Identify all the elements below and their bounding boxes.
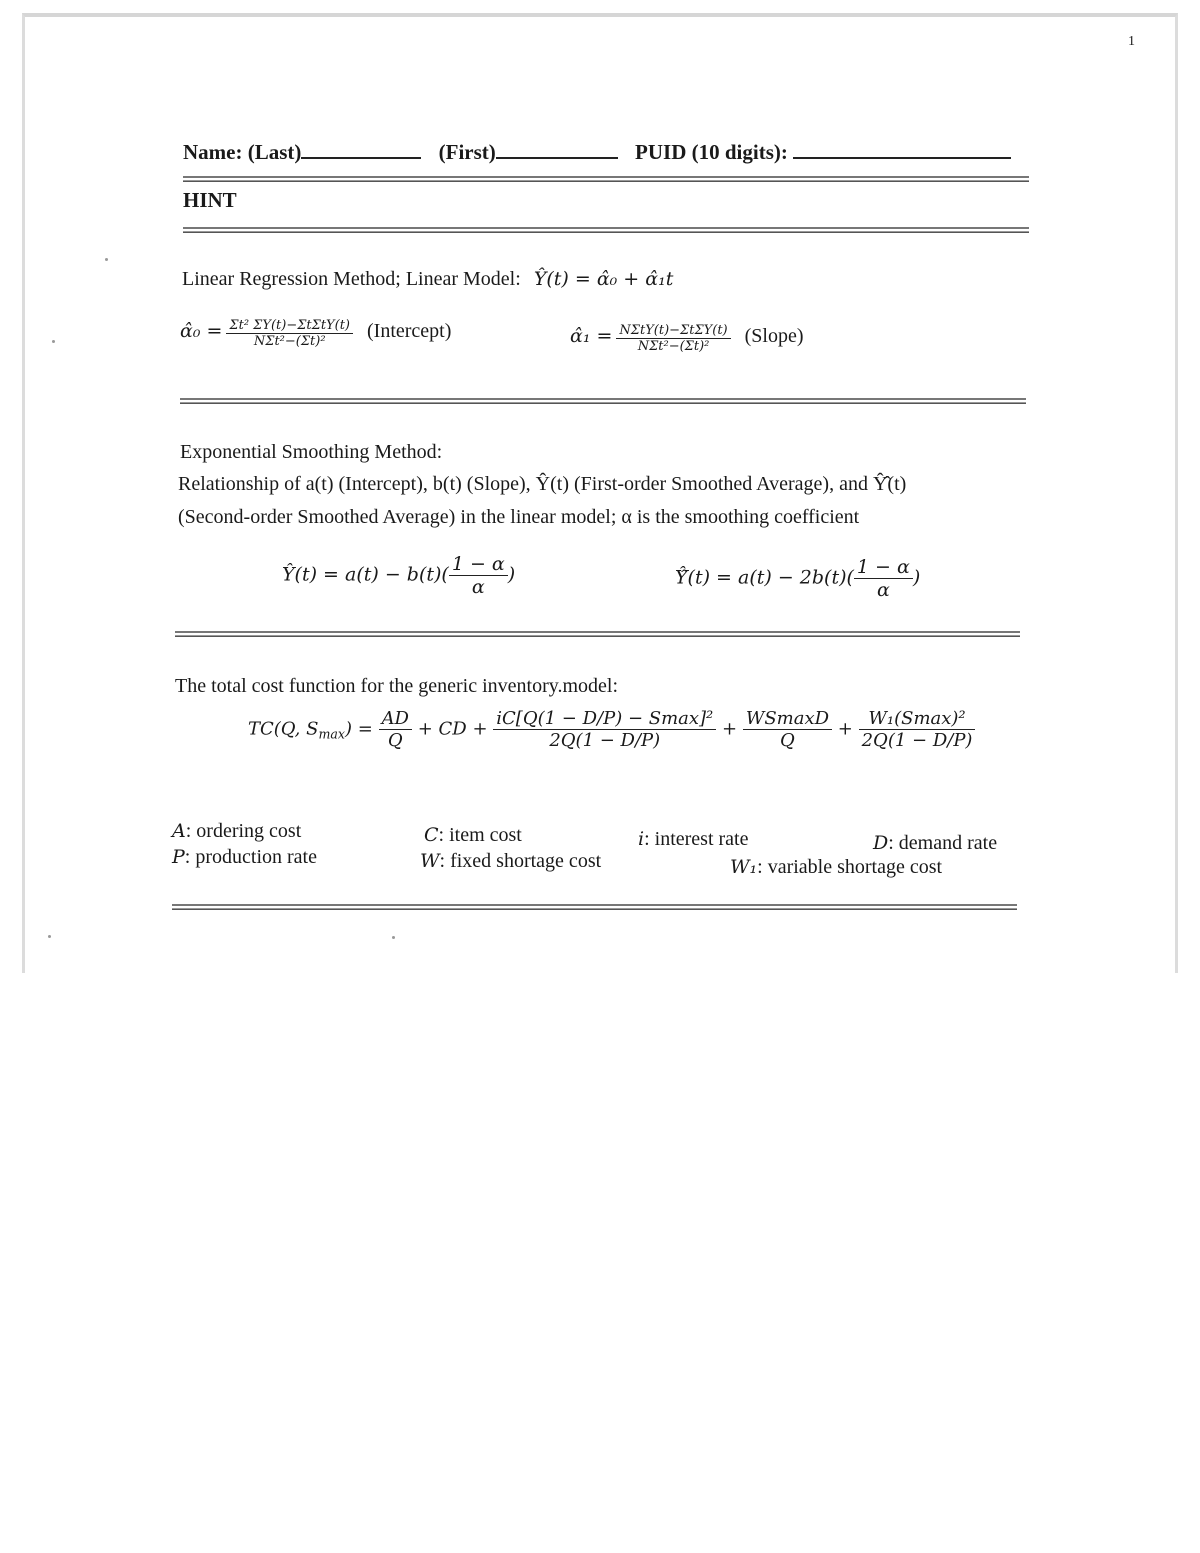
smoothing-desc-line2: (Second-order Smoothed Average) in the linear model; α is the smoothing coefficient [178,506,860,528]
first-order-equation [282,553,515,598]
eq2-close: ) [912,566,921,589]
divider [183,227,1029,233]
legend-ordering-cost [172,820,301,843]
hint-title: HINT [183,188,237,212]
plus-cd: + CD + [417,718,488,740]
slope-label: (Slope) [744,325,804,348]
legend-text: : production rate [184,846,317,868]
scan-speck [392,936,395,939]
tc-lhs-sub: max [318,726,345,742]
a0-lhs: α̂₀ = [180,320,223,343]
puid-label: PUID (10 digits): [635,140,788,164]
legend-text: : demand rate [888,832,998,854]
term1-fraction [379,708,412,751]
eq2-lhs: Ŷ̂(t) = a(t) − 2b(t)( [675,566,854,589]
second-order-equation [675,556,920,601]
divider [172,904,1017,910]
legend-symbol: A [172,820,186,842]
term3-fraction [743,708,832,751]
scan-speck [105,258,108,261]
eq2-denominator: α [876,579,890,601]
legend-text: : fixed shortage cost [439,850,602,872]
legend-text: : item cost [438,824,522,846]
eq2-numerator: 1 − α [854,556,913,579]
slope-formula [570,323,804,354]
a0-denominator: NΣt²−(Σt)² [253,334,326,349]
term3-denominator: Q [780,730,795,751]
legend-text: : variable shortage cost [757,856,943,878]
legend-fixed-shortage-cost [420,850,601,873]
eq1-lhs: Ŷ(t) = a(t) − b(t)( [282,563,449,586]
a1-denominator: NΣt²−(Σt)² [637,339,710,354]
total-cost-equation [248,708,975,751]
legend-text: : interest rate [644,828,749,850]
a0-fraction [226,318,353,349]
term2-numerator: iC[Q(1 − D/P) − Smax]² [493,708,716,730]
legend-symbol: D [873,832,889,854]
term1-denominator: Q [387,730,403,751]
page-number: 1 [1128,34,1135,49]
intercept-label: (Intercept) [367,320,452,343]
legend-variable-shortage-cost [730,856,942,879]
eq1-numerator: 1 − α [449,553,508,576]
legend-symbol: W₁ [730,856,758,878]
legend-symbol: P [172,846,185,868]
regression-title: Linear Regression Method; Linear Model: [182,268,521,290]
term4-fraction [859,708,976,751]
regression-title-line [182,268,673,291]
eq1-fraction [449,553,508,598]
term3-numerator: WSmaxD [743,708,832,730]
eq1-denominator: α [471,576,485,598]
first-name-label: (First) [438,140,496,164]
term4-numerator: W₁(Smax)² [859,708,976,730]
term1-numerator: AD [379,708,412,730]
divider [183,176,1029,182]
tc-lhs: TC(Q, S [248,718,319,740]
a1-numerator: NΣtY(t)−ΣtΣY(t) [616,323,730,339]
legend-symbol: W [420,850,440,872]
scan-speck [48,935,51,938]
legend-item-cost [424,824,522,847]
intercept-formula [180,318,451,349]
tc-lhs-close: ) = [345,718,373,740]
a0-numerator: Σt² ΣY(t)−ΣtΣtY(t) [226,318,353,334]
divider [175,631,1020,637]
legend-production-rate [172,846,317,869]
a1-lhs: α̂₁ = [570,325,613,348]
first-name-blank [496,137,618,159]
name-header [183,137,1011,165]
puid-blank [793,137,1011,159]
term4-denominator: 2Q(1 − D/P) [861,730,973,751]
legend-symbol: C [424,824,439,846]
eq2-fraction [854,556,913,601]
legend-demand-rate [873,832,997,855]
divider [180,398,1026,404]
last-name-blank [301,137,421,159]
inventory-title: The total cost function for the generic inventory.model: [175,675,619,697]
linear-model-equation: Ŷ(t) = α̂₀ + α̂₁t [533,268,674,290]
eq1-close: ) [507,563,516,586]
a1-fraction [616,323,730,354]
legend-symbol: i [638,828,645,850]
legend-text: : ordering cost [185,820,302,842]
plus-sign: + [837,718,853,740]
smoothing-desc-line1: Relationship of a(t) (Intercept), b(t) (Slope), Ŷ(t) (First-order Smoothed Average), and Ŷ̂(t) [178,473,907,495]
scan-speck [52,340,55,343]
smoothing-title: Exponential Smoothing Method: [180,441,443,463]
term2-fraction [493,708,716,751]
last-name-label: Name: (Last) [183,140,302,164]
legend-interest-rate [638,828,748,851]
plus-sign: + [722,718,738,740]
term2-denominator: 2Q(1 − D/P) [549,730,661,751]
